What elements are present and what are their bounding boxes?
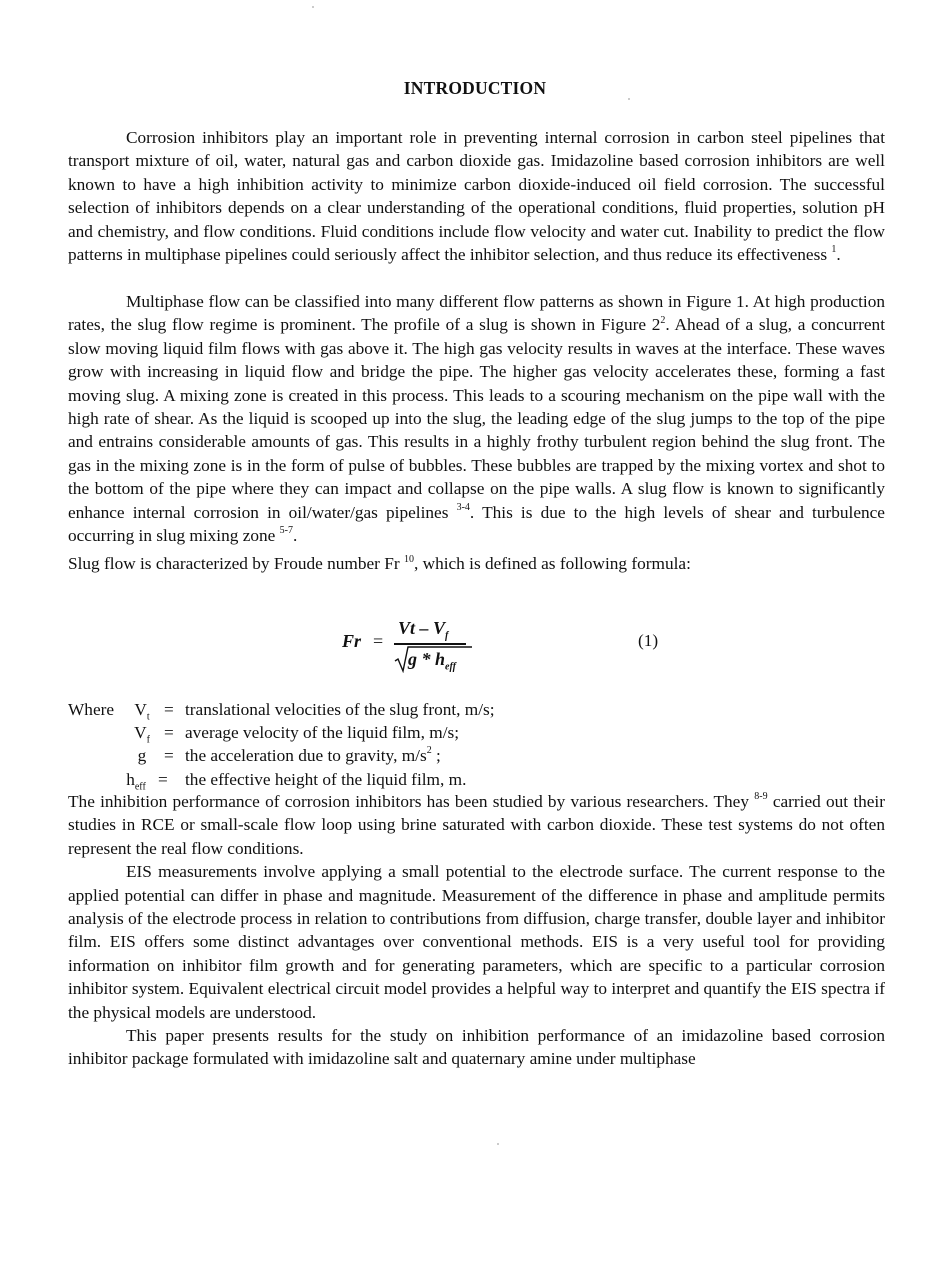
paragraph-3: Slug flow is characterized by Froude number Fr $^{10}$, which is defined as following formula: — [68, 553, 691, 574]
where-label: Where — [68, 700, 115, 719]
scan-speck — [497, 1143, 499, 1145]
scan-speck — [312, 6, 314, 8]
paragraph-4: The inhibition performance of corrosion inhibitors has been studied by various researchers. They $^{8-9}$ carried out their studies in RCE or small-scale flow loop using brine saturated with carbon dioxide. These test systems do not often represent the real flow conditions. EIS measurements involve applying a small potential to the electrode surface. The current response to the applied potential can differ in phase and magnitude. Measurement of the difference in phase and amplitude permits analysis of the electrode process in relation to contributions from diffusion, charge transfer, double layer and inhibitor film. EIS offers some distinct advantages over conventional methods. EIS is a very useful tool for providing information on inhibitor film growth and for generating parameters, which are specific to a particular corrosion inhibitor system. Equivalent electrical circuit model provides a helpful way to interpret and quantify the EIS spectra if the physical models are understood. This paper presents results for the study on inhibition performance of an imidazoline based corrosion inhibitor package formulated with imidazoline salt and quaternary amine under multiphase — [68, 790, 885, 1071]
definition-symbol: $V_t$ — [134, 700, 150, 723]
definition-symbol: g — [137, 746, 147, 765]
citation-1: 1 — [831, 244, 837, 256]
equation-number: (1) — [638, 631, 659, 650]
definition-symbol: $V_f$ — [134, 723, 150, 746]
formula-denominator: g * $h_{eff}$ — [394, 645, 474, 673]
citation-3-4: 3-4 — [456, 501, 470, 513]
formula-numerator: Vt – $V_f$ — [398, 618, 449, 642]
document-page: INTRODUCTION Corrosion inhibitors play an important role in preventing internal corrosion in carbon steel pipelines that transport mixture of oil, water, natural gas and carbon dioxide gas. Imidazoline based corrosion inhibitors are well known to have a high inhibition activity to minimize carbon dioxide-induced oil field corrosion. The successful selection of inhibitors depends on a clear understanding of the operational conditions, fluid properties, solution pH and chemistry, and flow conditions. Fluid conditions include flow velocity and water cut. Inability to predict the flow patterns in multiphase pipelines could seriously affect the inhibitor selection, and thus reduce its effectiveness $^1$. Multiphase flow can be classified into many different flow patterns as shown in Figure 1. At high production rates, the slug flow regime is prominent. The profile of a slug is shown in Figure $2^2$. Ahead of a slug, a concurrent slow moving liquid film flows with gas above it. The high gas velocity results in waves at the interface. These waves grow with increasing in liquid flow and bridge the pipe. The higher gas velocity accelerates these, forming a fast moving slug. A mixing zone is created in this process. This leads to a scouring mechanism on the pipe wall with the high rate of shear. As the liquid is scooped up into the slug, the leading edge of the slug jumps to the top of the pipe and entrains considerable amounts of gas. This results in a highly frothy turbulent region behind the slug front. The gas in the mixing zone is in the form of pulse of bubbles. These bubbles are trapped by the mixing vortex and shot to the bottom of the pipe where they can impact and collapse on the pipe walls. A slug flow is known to significantly enhance internal corrosion in oil/water/gas pipelines $^{3-4}$. This is due to the high levels of shear and turbulence occurring in slug mixing zone $^{5-7}$. Slug flow is characterized by Froude number Fr $^{10}$, which is defined as following formula: Fr = Vt – $V_f$ g * $h_{eff}$ (1) Where $V_t$ = translational velocities of the slug front, m/s; $V_f$ = average velocity of the liquid film, m/s; g = the acceleration due to gravity, $m/s^2$ ; $h_{eff}$ = the effective height of the liquid film, m. The inhibition performance of corrosion inhibitors has been studied by various researchers. They $^{8-9}$ carried out their studies in RCE or small-scale flow loop using brine saturated with carbon dioxide. These test systems do not often represent the real flow conditions. EIS measurements involve applying a small potential to the electrode surface. The current response to the applied potential can differ in phase and magnitude. Measurement of the difference in phase and amplitude permits analysis of the electrode process in relation to contributions from diffusion, charge transfer, double layer and inhibitor film. EIS offers some distinct advantages over conventional methods. EIS is a very useful tool for providing information on inhibitor film growth and for generating parameters, which are specific to a particular corrosion inhibitor system. Equivalent electrical circuit model provides a helpful way to interpret and quantify the EIS spectra if the physical models are understood. This paper presents results for the study on inhibition performance of an imidazoline based corrosion inhibitor package formulated with imidazoline salt and quaternary amine under multiphase — [0, 0, 950, 1261]
paragraph-6: This paper presents results for the study on inhibition performance of an imidazoline based corrosion inhibitor package formulated with imidazoline salt and quaternary amine under multiphase — [68, 1026, 885, 1069]
formula-equals: = — [373, 631, 384, 651]
citation-5-7: 5-7 — [279, 525, 294, 537]
froude-formula — [340, 615, 480, 675]
citation-8-9: 8-9 — [754, 791, 768, 803]
definition-symbol: $h_{eff}$ — [126, 770, 146, 793]
formula-lhs: Fr — [342, 631, 362, 651]
citation-10: 10 — [403, 553, 414, 565]
section-heading: INTRODUCTION — [403, 78, 547, 98]
paragraph-2: Multiphase flow can be classified into many different flow patterns as shown in Figure 1. At high production rates, the slug flow regime is prominent. The profile of a slug is shown in Figure $2^2$. Ahead of a slug, a concurrent slow moving liquid film flows with gas above it. The high gas velocity results in waves at the interface. These waves grow with increasing in liquid flow and bridge the pipe. The higher gas velocity accelerates these, forming a fast moving slug. A mixing zone is created in this process. This leads to a scouring mechanism on the pipe wall with the high rate of shear. As the liquid is scooped up into the slug, the leading edge of the slug jumps to the top of the pipe and entrains considerable amounts of gas. This results in a highly frothy turbulent region behind the slug front. The gas in the mixing zone is in the form of pulse of bubbles. These bubbles are trapped by the mixing vortex and shot to the bottom of the pipe where they can impact and collapse on the pipe walls. A slug flow is known to significantly enhance internal corrosion in oil/water/gas pipelines $^{3-4}$. This is due to the high levels of shear and turbulence occurring in slug mixing zone $^{5-7}$. Slug flow is characterized by Froude number Fr $^{10}$, which is defined as following formula: — [68, 292, 885, 574]
paragraph-5: EIS measurements involve applying a small potential to the electrode surface. The current response to the applied potential can differ in phase and magnitude. Measurement of the difference in phase and amplitude permits analysis of the electrode process in relation to contributions from diffusion, charge transfer, double layer and inhibitor film. EIS offers some distinct advantages over conventional methods. EIS is a very useful tool for providing information on inhibitor film growth and for generating parameters, which are specific to a particular corrosion inhibitor system. Equivalent electrical circuit model provides a helpful way to interpret and quantify the EIS spectra if the physical models are understood. — [68, 862, 885, 1022]
paragraph-1: Corrosion inhibitors play an important role in preventing internal corrosion in carbon steel pipelines that transport mixture of oil, water, natural gas and carbon dioxide gas. Imidazoline based corrosion inhibitors are well known to have a high inhibition activity to minimize carbon dioxide-induced oil field corrosion. The successful selection of inhibitors depends on a clear understanding of the operational conditions, fluid properties, solution pH and chemistry, and flow conditions. Fluid conditions include flow velocity and water cut. Inability to predict the flow patterns in multiphase pipelines could seriously affect the inhibitor selection, and thus reduce its effectiveness $^1$. — [68, 128, 885, 265]
citation-2: 2 — [660, 314, 666, 326]
